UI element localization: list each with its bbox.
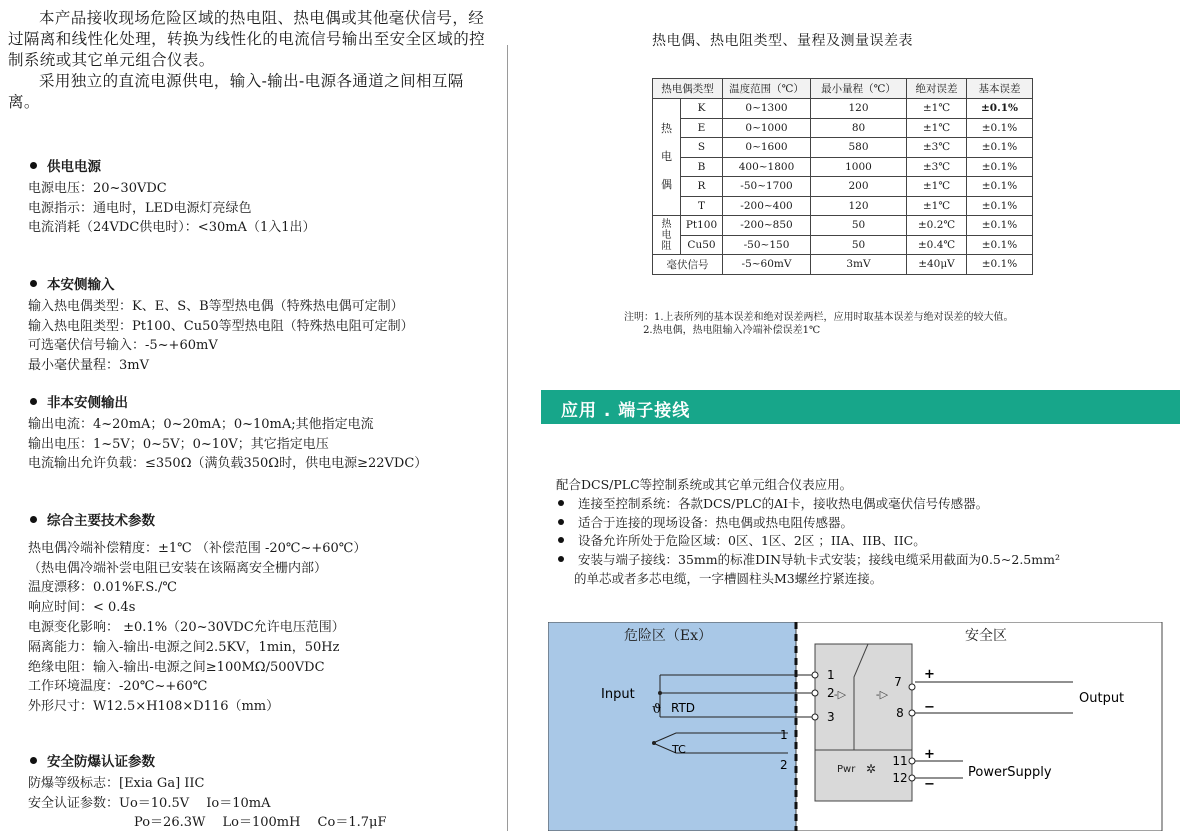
- terminal-3: [812, 714, 818, 720]
- table-cell: Cu50: [681, 235, 723, 255]
- terminal-2: [812, 690, 818, 696]
- table-cell: -50~150: [723, 235, 811, 255]
- thermocouple-icon: [652, 741, 656, 745]
- table-cell: ±0.1%: [967, 255, 1033, 275]
- table-cell: 3mV: [811, 255, 907, 275]
- tech-line: 工作环境温度：-20℃~+60℃: [28, 679, 208, 695]
- pwr-label: Pwr: [837, 764, 856, 775]
- input-label: Input: [601, 687, 635, 702]
- table-cell: ±0.2℃: [907, 216, 967, 236]
- group-rtd: [653, 216, 681, 255]
- intro-paragraph-1: 本产品接收现场危险区域的热电阻、热电偶或其他毫伏信号，经过隔离和线性化处理，转换为线性化的电流信号输出至安全区域的控制系统或其它单元组合仪表。: [8, 9, 486, 69]
- table-cell: B: [681, 157, 723, 177]
- table-cell: 0~1600: [723, 138, 811, 158]
- wiring-diagram: [548, 622, 1163, 831]
- table-cell: ±0.1%: [967, 138, 1033, 158]
- section-banner: [541, 390, 1180, 424]
- application-intro: 配合DCS/PLC等控制系统或其它单元组合仪表应用。: [556, 477, 853, 492]
- list-item-text: 连接至控制系统：各款DCS/PLC的AI卡，接收热电偶或毫伏信号传感器。: [578, 495, 989, 511]
- group-char: 偶: [661, 178, 672, 191]
- tech-line: 外形尺寸：W12.5×H108×D116（mm）: [28, 699, 280, 715]
- tc-label: TC: [672, 743, 686, 756]
- tech-title: 综合主要技术参数: [47, 513, 155, 529]
- section-title: 应用 . 端子接线: [561, 401, 691, 421]
- intro-text: [8, 8, 486, 113]
- table-cell: ±0.1%: [967, 157, 1033, 177]
- signal-arrow-icon: -▷: [833, 688, 847, 701]
- group-thermocouple: [653, 99, 681, 216]
- table-cell: -200~400: [723, 196, 811, 216]
- tech-line: 绝缘电阻：输入-输出-电源之间≥100MΩ/500VDC: [28, 659, 325, 675]
- table-cell: ±1℃: [907, 118, 967, 138]
- list-item: [556, 551, 1060, 570]
- terminal-1: [812, 672, 818, 678]
- bullet-icon: [558, 519, 564, 525]
- table-cell: 400~1800: [723, 157, 811, 177]
- terminal-8: [909, 710, 915, 716]
- table-cell: 0~1000: [723, 118, 811, 138]
- tech-section: [28, 512, 366, 717]
- table-row: [653, 196, 1033, 216]
- table-cell: 50: [811, 216, 907, 236]
- plus-sign: +: [924, 747, 935, 762]
- note-line: 注明：1.上表所列的基本误差和绝对误差两栏，应用时取基本误差与绝对误差的较大值。: [624, 312, 1014, 323]
- power-line: 电流消耗（24VDC供电时）：<30mA（1入1出）: [28, 220, 316, 236]
- table-cell: S: [681, 138, 723, 158]
- table-cell: R: [681, 177, 723, 197]
- tech-line: 响应时间：< 0.4s: [28, 600, 136, 616]
- output-title: 非本安侧输出: [47, 395, 128, 411]
- table-header: 绝对误差: [907, 79, 967, 99]
- plus-sign: +: [924, 667, 935, 682]
- table-row: [653, 235, 1033, 255]
- table-cell: E: [681, 118, 723, 138]
- input-line: 最小毫伏量程：3mV: [28, 358, 149, 374]
- tech-line: （热电偶冷端补尝电阻已安装在该隔离安全栅内部）: [28, 560, 328, 576]
- bullet-icon: [30, 280, 37, 287]
- list-item: [556, 495, 1060, 514]
- table-cell: ±40μV: [907, 255, 967, 275]
- output-section: [28, 394, 427, 474]
- table-header: 最小量程（℃）: [811, 79, 907, 99]
- table-row: [653, 118, 1033, 138]
- group-char: 电: [661, 150, 672, 163]
- bullet-icon: [558, 537, 564, 543]
- led-icon: ✲: [866, 762, 877, 776]
- input-line: 输入热电阻类型：Pt100、Cu50等型热电阻（特殊热电阻可定制）: [28, 318, 414, 334]
- safe-zone-label: 安全区: [965, 628, 1007, 644]
- bullet-icon: [558, 556, 564, 562]
- table-cell: ±0.1%: [967, 196, 1033, 216]
- table-cell: 120: [811, 99, 907, 119]
- tech-line: 电源变化影响： ±0.1%（20~30VDC允许电压范围）: [28, 619, 345, 635]
- table-cell: ±0.1%: [967, 235, 1033, 255]
- list-item: [556, 532, 1060, 551]
- bullet-icon: [30, 516, 37, 523]
- table-header: 热电偶类型: [653, 79, 723, 99]
- list-item-continuation: 的单芯或者多芯电缆，一字槽圆柱头M3螺丝拧紧连接。: [574, 570, 883, 586]
- sensor-error-table: [652, 78, 1033, 275]
- power-supply-label: PowerSupply: [968, 765, 1052, 780]
- table-cell: ±1℃: [907, 177, 967, 197]
- input-line: 可选毫伏信号输入：-5~+60mV: [28, 338, 218, 354]
- terminal-label: 12: [892, 771, 908, 785]
- input-section: [28, 276, 414, 376]
- input-title: 本安侧输入: [47, 277, 115, 293]
- table-header: 基本误差: [967, 79, 1033, 99]
- table-title: 热电偶、热电阻类型、量程及测量误差表: [652, 33, 913, 49]
- table-cell: 120: [811, 196, 907, 216]
- signal-arrow-icon: -▷: [875, 688, 889, 701]
- output-line: 输出电压：1~5V；0~5V；0~10V；其它指定电压: [28, 436, 329, 452]
- table-cell: ±1℃: [907, 196, 967, 216]
- table-cell: 200: [811, 177, 907, 197]
- output-line: 输出电流：4~20mA；0~20mA；0~10mA;其他指定电流: [28, 416, 374, 432]
- ex-title: 安全防爆认证参数: [47, 754, 155, 770]
- table-cell: ±3℃: [907, 157, 967, 177]
- list-item: [556, 514, 1060, 533]
- bullet-icon: [30, 757, 37, 764]
- minus-sign: −: [924, 777, 935, 792]
- tech-line: 热电偶冷端补偿精度：±1℃ （补偿范围 -20℃~+60℃）: [28, 540, 367, 556]
- table-cell: T: [681, 196, 723, 216]
- note-line: 2.热电偶，热电阻输入冷端补偿误差1℃: [624, 325, 821, 336]
- table-header: 温度范围（℃）: [723, 79, 811, 99]
- rtd-resistor-icon: ϑ: [652, 702, 662, 717]
- list-item-text: 适合于连接的现场设备：热电偶或热电阻传感器。: [578, 514, 854, 530]
- table-cell: 50: [811, 235, 907, 255]
- power-title: 供电电源: [47, 159, 101, 175]
- input-line: 输入热电偶类型：K、E、S、B等型热电偶（特殊热电偶可定制）: [28, 298, 404, 314]
- power-section: [28, 158, 316, 238]
- bullet-icon: [558, 500, 564, 506]
- group-char: 热: [661, 122, 672, 135]
- table-row: [653, 255, 1033, 275]
- output-label: Output: [1079, 691, 1125, 706]
- table-cell: ±0.4℃: [907, 235, 967, 255]
- table-cell: K: [681, 99, 723, 119]
- table-cell: ±0.1%: [967, 99, 1033, 119]
- minus-sign: −: [924, 700, 935, 715]
- table-cell: 1000: [811, 157, 907, 177]
- terminal-label: 1: [827, 668, 835, 682]
- table-notes: [624, 311, 1014, 337]
- bullet-icon: [30, 162, 37, 169]
- table-cell: -200~850: [723, 216, 811, 236]
- hazard-zone: [548, 622, 796, 831]
- table-cell: ±0.1%: [967, 118, 1033, 138]
- table-row: [653, 216, 1033, 236]
- terminal-label: 2: [780, 758, 788, 772]
- table-cell: ±1℃: [907, 99, 967, 119]
- ex-line: 安全认证参数：Uo＝10.5V Io＝10mA: [28, 795, 271, 811]
- power-line: 电源电压：20~30VDC: [28, 180, 167, 196]
- application-text: [556, 476, 1060, 589]
- group-char: 电: [661, 229, 672, 241]
- table-cell: ±0.1%: [967, 216, 1033, 236]
- table-cell: 80: [811, 118, 907, 138]
- table-row: [653, 138, 1033, 158]
- terminal-label: 1: [780, 728, 788, 742]
- power-line: 电源指示：通电时，LED电源灯亮绿色: [28, 200, 252, 216]
- ex-line: Po＝26.3W Lo＝100mH Co＝1.7μF: [134, 815, 387, 831]
- column-divider: [507, 45, 508, 831]
- table-row: [653, 177, 1033, 197]
- terminal-label: 7: [894, 675, 902, 689]
- table-cell: -5~60mV: [723, 255, 811, 275]
- table-cell: 0~1300: [723, 99, 811, 119]
- ex-line: 防爆等级标志：[Exia Ga] IIC: [28, 775, 205, 791]
- list-item-text: 设备允许所处于危险区域：0区、1区、2区 ；IIA、IIB、IIC。: [578, 533, 926, 549]
- table-cell: 毫伏信号: [653, 255, 723, 275]
- rtd-label: RTD: [671, 701, 696, 715]
- table-cell: ±0.1%: [967, 177, 1033, 197]
- table-cell: Pt100: [681, 216, 723, 236]
- terminal-7: [909, 684, 915, 690]
- table-cell: -50~1700: [723, 177, 811, 197]
- terminal-label: 3: [827, 710, 835, 724]
- intro-paragraph-2: 采用独立的直流电源供电，输入-输出-电源各通道之间相互隔离。: [8, 72, 464, 111]
- tech-line: 隔离能力：输入-输出-电源之间2.5KV，1min，50Hz: [28, 639, 340, 655]
- list-item-text: 安装与端子接线：35mm的标准DIN导轨卡式安装；接线电缆采用截面为0.5~2.5mm²: [578, 552, 1060, 568]
- hazard-zone-label: 危险区（Ex）: [623, 628, 713, 644]
- group-char: 热: [661, 218, 672, 230]
- terminal-label: 2: [827, 686, 835, 700]
- bullet-icon: [30, 398, 37, 405]
- output-line: 电流输出允许负载：≤350Ω（满负载350Ω时，供电电源≥22VDC）: [28, 456, 428, 472]
- tech-line: 温度漂移：0.01%F.S./℃: [28, 580, 177, 596]
- table-cell: ±3℃: [907, 138, 967, 158]
- table-header-row: [653, 79, 1033, 99]
- terminal-label: 8: [896, 706, 904, 720]
- ex-section: [28, 753, 386, 833]
- terminal-11: [909, 758, 915, 764]
- terminal-12: [909, 775, 915, 781]
- group-char: 阻: [661, 240, 672, 252]
- terminal-label: 11: [892, 754, 908, 768]
- table-cell: 580: [811, 138, 907, 158]
- table-row: [653, 99, 1033, 119]
- table-row: [653, 157, 1033, 177]
